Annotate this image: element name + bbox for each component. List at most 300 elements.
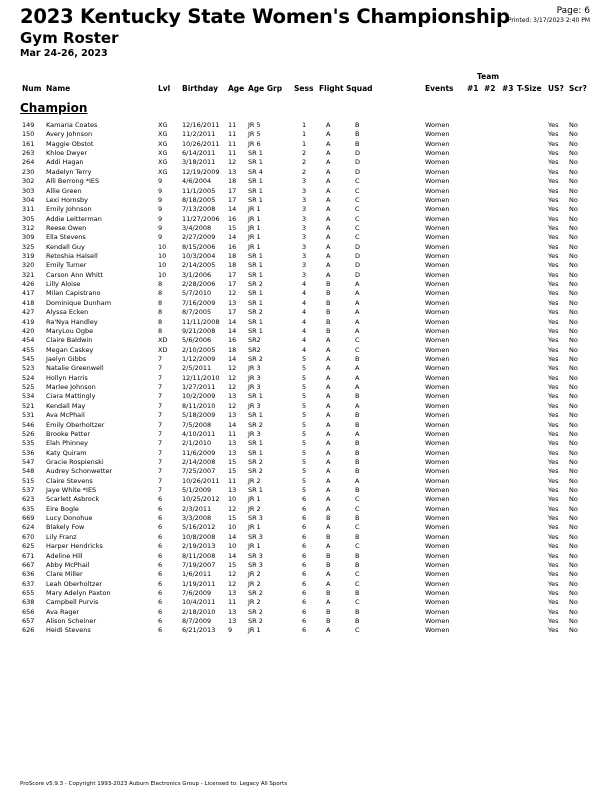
cell-name: Elah Phinney: [46, 439, 89, 448]
cell-scratch: No: [569, 486, 578, 495]
table-row: [0, 402, 612, 411]
cell-age: 13: [228, 411, 237, 420]
cell-scratch: No: [569, 401, 578, 410]
cell-birthday: 5/7/2010: [182, 289, 212, 298]
cell-flight: A: [326, 448, 331, 457]
section-heading: Champion: [20, 101, 88, 115]
cell-num: 454: [22, 336, 35, 345]
table-row: [0, 580, 612, 589]
cell-session: 6: [302, 570, 307, 579]
cell-events: Women: [425, 467, 450, 476]
table-row: [0, 514, 612, 523]
cell-age: 11: [228, 476, 237, 485]
cell-birthday: 2/27/2009: [182, 233, 216, 242]
cell-name: Retoshia Halsell: [46, 252, 98, 261]
cell-session: 4: [302, 336, 307, 345]
cell-name: Khloe Dwyer: [46, 149, 88, 158]
cell-name: Carson Ann Whitt: [46, 270, 103, 279]
cell-session: 6: [302, 588, 307, 597]
cell-level: 6: [158, 607, 163, 616]
cell-num: 524: [22, 373, 35, 382]
cell-age: 9: [228, 626, 233, 635]
cell-num: 536: [22, 448, 35, 457]
cell-name: Adeline Hill: [46, 551, 83, 560]
cell-flight: B: [326, 560, 331, 569]
cell-events: Women: [425, 223, 450, 232]
table-row: [0, 327, 612, 336]
cell-age: 13: [228, 298, 237, 307]
cell-us: Yes: [548, 467, 559, 476]
cell-age: 18: [228, 345, 237, 354]
cell-birthday: 10/2/2009: [182, 392, 216, 401]
cell-age-group: JR 5: [248, 130, 261, 139]
cell-squad: A: [355, 326, 360, 335]
cell-session: 5: [302, 401, 307, 410]
cell-level: 6: [158, 542, 163, 551]
cell-flight: B: [326, 514, 331, 523]
cell-age: 13: [228, 167, 237, 176]
cell-age: 13: [228, 392, 237, 401]
cell-flight: A: [326, 523, 331, 532]
cell-us: Yes: [548, 177, 559, 186]
cell-session: 6: [302, 495, 307, 504]
cell-session: 3: [302, 223, 307, 232]
cell-events: Women: [425, 336, 450, 345]
col-scr: Scr?: [569, 84, 587, 93]
cell-birthday: 2/3/2011: [182, 504, 212, 513]
cell-squad: B: [355, 588, 360, 597]
cell-us: Yes: [548, 223, 559, 232]
cell-scratch: No: [569, 233, 578, 242]
cell-scratch: No: [569, 383, 578, 392]
cell-birthday: 7/13/2008: [182, 205, 216, 214]
cell-name: Hollyn Harris: [46, 373, 88, 382]
cell-us: Yes: [548, 495, 559, 504]
cell-num: 523: [22, 364, 35, 373]
cell-us: Yes: [548, 317, 559, 326]
col-tsize: T-Size: [517, 84, 542, 93]
cell-session: 4: [302, 280, 307, 289]
cell-age-group: JR 1: [248, 205, 261, 214]
cell-birthday: 7/5/2008: [182, 420, 212, 429]
cell-squad: B: [355, 457, 360, 466]
cell-age-group: SR 1: [248, 411, 263, 420]
cell-age-group: JR 1: [248, 242, 261, 251]
cell-level: 6: [158, 551, 163, 560]
cell-age: 14: [228, 205, 237, 214]
table-row: [0, 261, 612, 270]
cell-name: Megan Caskey: [46, 345, 94, 354]
cell-session: 6: [302, 607, 307, 616]
cell-birthday: 2/5/2011: [182, 364, 212, 373]
cell-us: Yes: [548, 523, 559, 532]
cell-birthday: 10/3/2004: [182, 252, 216, 261]
cell-squad: B: [355, 439, 360, 448]
cell-flight: B: [326, 588, 331, 597]
cell-scratch: No: [569, 364, 578, 373]
table-row: [0, 252, 612, 261]
cell-session: 5: [302, 467, 307, 476]
cell-squad: A: [355, 289, 360, 298]
col-age: Age: [228, 84, 245, 93]
cell-birthday: 6/14/2011: [182, 149, 216, 158]
cell-flight: A: [326, 401, 331, 410]
cell-num: 455: [22, 345, 35, 354]
cell-age: 12: [228, 364, 237, 373]
cell-birthday: 9/21/2008: [182, 326, 216, 335]
cell-scratch: No: [569, 158, 578, 167]
cell-scratch: No: [569, 551, 578, 560]
table-row: [0, 449, 612, 458]
cell-squad: B: [355, 130, 360, 139]
cell-us: Yes: [548, 121, 559, 129]
cell-birthday: 8/7/2005: [182, 308, 212, 317]
cell-birthday: 7/16/2009: [182, 298, 216, 307]
cell-events: Women: [425, 588, 450, 597]
cell-age: 13: [228, 486, 237, 495]
cell-age-group: SR 3: [248, 514, 263, 523]
printed-timestamp: Printed: 3/17/2023 2:40 PM: [507, 17, 590, 24]
table-row: [0, 421, 612, 430]
cell-us: Yes: [548, 373, 559, 382]
cell-session: 6: [302, 617, 307, 626]
cell-scratch: No: [569, 223, 578, 232]
cell-squad: C: [355, 223, 360, 232]
cell-squad: D: [355, 242, 361, 251]
cell-scratch: No: [569, 542, 578, 551]
meet-dates: Mar 24-26, 2023: [20, 48, 108, 59]
cell-events: Women: [425, 532, 450, 541]
cell-level: 6: [158, 560, 163, 569]
cell-events: Women: [425, 476, 450, 485]
cell-num: 305: [22, 214, 35, 223]
cell-num: 535: [22, 439, 35, 448]
cell-squad: D: [355, 270, 361, 279]
table-row: [0, 233, 612, 242]
cell-squad: C: [355, 177, 360, 186]
cell-age: 16: [228, 336, 237, 345]
cell-scratch: No: [569, 205, 578, 214]
cell-age: 15: [228, 467, 237, 476]
cell-num: 304: [22, 195, 35, 204]
cell-birthday: 7/25/2007: [182, 467, 216, 476]
cell-name: Ava Rager: [46, 607, 80, 616]
cell-age: 11: [228, 139, 237, 148]
cell-squad: A: [355, 429, 360, 438]
cell-us: Yes: [548, 205, 559, 214]
col-age-grp: Age Grp: [248, 84, 283, 93]
cell-level: 7: [158, 383, 163, 392]
cell-us: Yes: [548, 448, 559, 457]
cell-age-group: JR 6: [248, 139, 261, 148]
cell-events: Women: [425, 354, 450, 363]
cell-age-group: SR 2: [248, 457, 263, 466]
cell-name: Brooke Petter: [46, 429, 90, 438]
cell-squad: B: [355, 448, 360, 457]
cell-session: 6: [302, 626, 307, 635]
cell-squad: A: [355, 317, 360, 326]
cell-age-group: JR 1: [248, 214, 261, 223]
table-row: [0, 626, 612, 635]
cell-us: Yes: [548, 242, 559, 251]
cell-scratch: No: [569, 579, 578, 588]
cell-level: 7: [158, 354, 163, 363]
cell-events: Women: [425, 326, 450, 335]
cell-age-group: SR2: [248, 336, 261, 345]
cell-scratch: No: [569, 270, 578, 279]
cell-session: 3: [302, 233, 307, 242]
cell-age-group: SR 2: [248, 420, 263, 429]
cell-name: Addie Leitterman: [46, 214, 102, 223]
cell-us: Yes: [548, 261, 559, 270]
cell-age: 15: [228, 514, 237, 523]
cell-us: Yes: [548, 383, 559, 392]
cell-level: XG: [158, 121, 168, 129]
cell-session: 2: [302, 167, 307, 176]
cell-scratch: No: [569, 448, 578, 457]
cell-name: Clare Miller: [46, 570, 83, 579]
table-row: [0, 523, 612, 532]
cell-birthday: 12/11/2010: [182, 373, 220, 382]
cell-name: Kendall May: [46, 401, 86, 410]
roster-table: [0, 121, 612, 636]
cell-events: Women: [425, 298, 450, 307]
cell-age: 15: [228, 560, 237, 569]
cell-events: Women: [425, 261, 450, 270]
cell-events: Women: [425, 205, 450, 214]
cell-us: Yes: [548, 345, 559, 354]
cell-name: Abby McPhail: [46, 560, 90, 569]
cell-session: 4: [302, 326, 307, 335]
cell-squad: C: [355, 336, 360, 345]
cell-num: 149: [22, 121, 35, 129]
cell-us: Yes: [548, 392, 559, 401]
cell-us: Yes: [548, 186, 559, 195]
cell-age-group: SR 1: [248, 439, 263, 448]
cell-age: 13: [228, 607, 237, 616]
cell-scratch: No: [569, 326, 578, 335]
cell-us: Yes: [548, 598, 559, 607]
cell-num: 670: [22, 532, 35, 541]
cell-num: 419: [22, 317, 35, 326]
cell-level: 10: [158, 270, 167, 279]
cell-age-group: JR 1: [248, 495, 261, 504]
cell-birthday: 8/7/2009: [182, 617, 212, 626]
cell-birthday: 3/18/2011: [182, 158, 216, 167]
cell-flight: A: [326, 130, 331, 139]
cell-age: 14: [228, 420, 237, 429]
cell-events: Women: [425, 514, 450, 523]
cell-num: 626: [22, 626, 35, 635]
cell-scratch: No: [569, 626, 578, 635]
cell-num: 312: [22, 223, 35, 232]
cell-age: 17: [228, 186, 237, 195]
table-row: [0, 374, 612, 383]
cell-birthday: 7/6/2009: [182, 588, 212, 597]
cell-num: 635: [22, 504, 35, 513]
cell-scratch: No: [569, 392, 578, 401]
cell-squad: C: [355, 186, 360, 195]
cell-age-group: SR 1: [248, 149, 263, 158]
cell-age: 13: [228, 439, 237, 448]
cell-events: Women: [425, 392, 450, 401]
cell-squad: B: [355, 532, 360, 541]
cell-age-group: SR 1: [248, 195, 263, 204]
cell-age-group: SR 3: [248, 560, 263, 569]
cell-age: 17: [228, 195, 237, 204]
cell-scratch: No: [569, 167, 578, 176]
cell-birthday: 8/11/2008: [182, 551, 216, 560]
cell-age-group: JR 1: [248, 523, 261, 532]
cell-level: XG: [158, 167, 168, 176]
cell-level: 7: [158, 457, 163, 466]
cell-scratch: No: [569, 467, 578, 476]
cell-us: Yes: [548, 429, 559, 438]
table-row: [0, 308, 612, 317]
cell-scratch: No: [569, 354, 578, 363]
cell-flight: B: [326, 289, 331, 298]
cell-us: Yes: [548, 364, 559, 373]
cell-level: 8: [158, 308, 163, 317]
cell-age: 11: [228, 149, 237, 158]
cell-squad: B: [355, 139, 360, 148]
cell-squad: A: [355, 364, 360, 373]
cell-name: Marlee Johnson: [46, 383, 96, 392]
cell-flight: A: [326, 252, 331, 261]
cell-scratch: No: [569, 261, 578, 270]
cell-events: Women: [425, 551, 450, 560]
cell-num: 302: [22, 177, 35, 186]
cell-flight: A: [326, 467, 331, 476]
cell-flight: A: [326, 345, 331, 354]
cell-squad: C: [355, 345, 360, 354]
cell-num: 545: [22, 354, 35, 363]
cell-squad: B: [355, 617, 360, 626]
cell-squad: B: [355, 467, 360, 476]
cell-us: Yes: [548, 486, 559, 495]
cell-level: 6: [158, 579, 163, 588]
cell-level: 8: [158, 289, 163, 298]
cell-flight: A: [326, 261, 331, 270]
cell-events: Women: [425, 149, 450, 158]
table-row: [0, 130, 612, 139]
cell-num: 418: [22, 298, 35, 307]
cell-session: 4: [302, 317, 307, 326]
cell-level: 9: [158, 223, 163, 232]
cell-level: 7: [158, 364, 163, 373]
cell-age-group: JR 2: [248, 579, 261, 588]
cell-us: Yes: [548, 158, 559, 167]
table-row: [0, 542, 612, 551]
cell-squad: C: [355, 195, 360, 204]
cell-squad: B: [355, 560, 360, 569]
cell-flight: A: [326, 383, 331, 392]
cell-level: 6: [158, 514, 163, 523]
cell-events: Women: [425, 280, 450, 289]
cell-birthday: 5/6/2006: [182, 336, 212, 345]
cell-name: Lily Franz: [46, 532, 77, 541]
cell-squad: C: [355, 523, 360, 532]
cell-age: 18: [228, 252, 237, 261]
cell-level: XG: [158, 130, 168, 139]
cell-age-group: SR 2: [248, 354, 263, 363]
cell-level: XG: [158, 149, 168, 158]
cell-us: Yes: [548, 504, 559, 513]
cell-session: 2: [302, 158, 307, 167]
cell-session: 4: [302, 298, 307, 307]
cell-us: Yes: [548, 336, 559, 345]
cell-flight: A: [326, 429, 331, 438]
cell-num: 669: [22, 514, 35, 523]
cell-age-group: SR 2: [248, 607, 263, 616]
cell-birthday: 8/18/2005: [182, 195, 216, 204]
cell-events: Women: [425, 504, 450, 513]
cell-flight: A: [326, 270, 331, 279]
cell-us: Yes: [548, 149, 559, 158]
cell-us: Yes: [548, 560, 559, 569]
cell-level: 8: [158, 298, 163, 307]
cell-age-group: SR 2: [248, 467, 263, 476]
cell-age-group: SR 1: [248, 448, 263, 457]
cell-squad: A: [355, 298, 360, 307]
cell-scratch: No: [569, 514, 578, 523]
cell-session: 3: [302, 270, 307, 279]
cell-events: Women: [425, 560, 450, 569]
cell-birthday: 10/25/2012: [182, 495, 220, 504]
cell-events: Women: [425, 523, 450, 532]
cell-session: 5: [302, 476, 307, 485]
cell-name: Audrey Schonwetter: [46, 467, 113, 476]
cell-us: Yes: [548, 570, 559, 579]
cell-us: Yes: [548, 130, 559, 139]
cell-events: Women: [425, 252, 450, 261]
cell-scratch: No: [569, 195, 578, 204]
cell-num: 638: [22, 598, 35, 607]
cell-num: 548: [22, 467, 35, 476]
cell-age: 12: [228, 289, 237, 298]
table-row: [0, 533, 612, 542]
cell-age: 16: [228, 242, 237, 251]
cell-birthday: 2/28/2006: [182, 280, 216, 289]
cell-squad: B: [355, 392, 360, 401]
table-row: [0, 430, 612, 439]
cell-events: Women: [425, 233, 450, 242]
cell-level: 7: [158, 401, 163, 410]
cell-age-group: SR 1: [248, 317, 263, 326]
cell-num: 150: [22, 130, 35, 139]
cell-scratch: No: [569, 345, 578, 354]
cell-age-group: JR 2: [248, 476, 261, 485]
cell-age: 11: [228, 130, 237, 139]
cell-num: 420: [22, 326, 35, 335]
cell-session: 5: [302, 354, 307, 363]
cell-age: 14: [228, 326, 237, 335]
cell-us: Yes: [548, 167, 559, 176]
table-row: [0, 177, 612, 186]
cell-name: Maggie Obstot: [46, 139, 94, 148]
cell-birthday: 5/1/2009: [182, 486, 212, 495]
cell-flight: A: [326, 570, 331, 579]
cell-age-group: JR 1: [248, 542, 261, 551]
cell-events: Women: [425, 457, 450, 466]
cell-flight: B: [326, 326, 331, 335]
cell-name: Ella Stevens: [46, 233, 86, 242]
cell-age: 13: [228, 588, 237, 597]
cell-age: 10: [228, 495, 237, 504]
cell-age: 17: [228, 270, 237, 279]
cell-squad: C: [355, 626, 360, 635]
col-sess: Sess: [294, 84, 314, 93]
